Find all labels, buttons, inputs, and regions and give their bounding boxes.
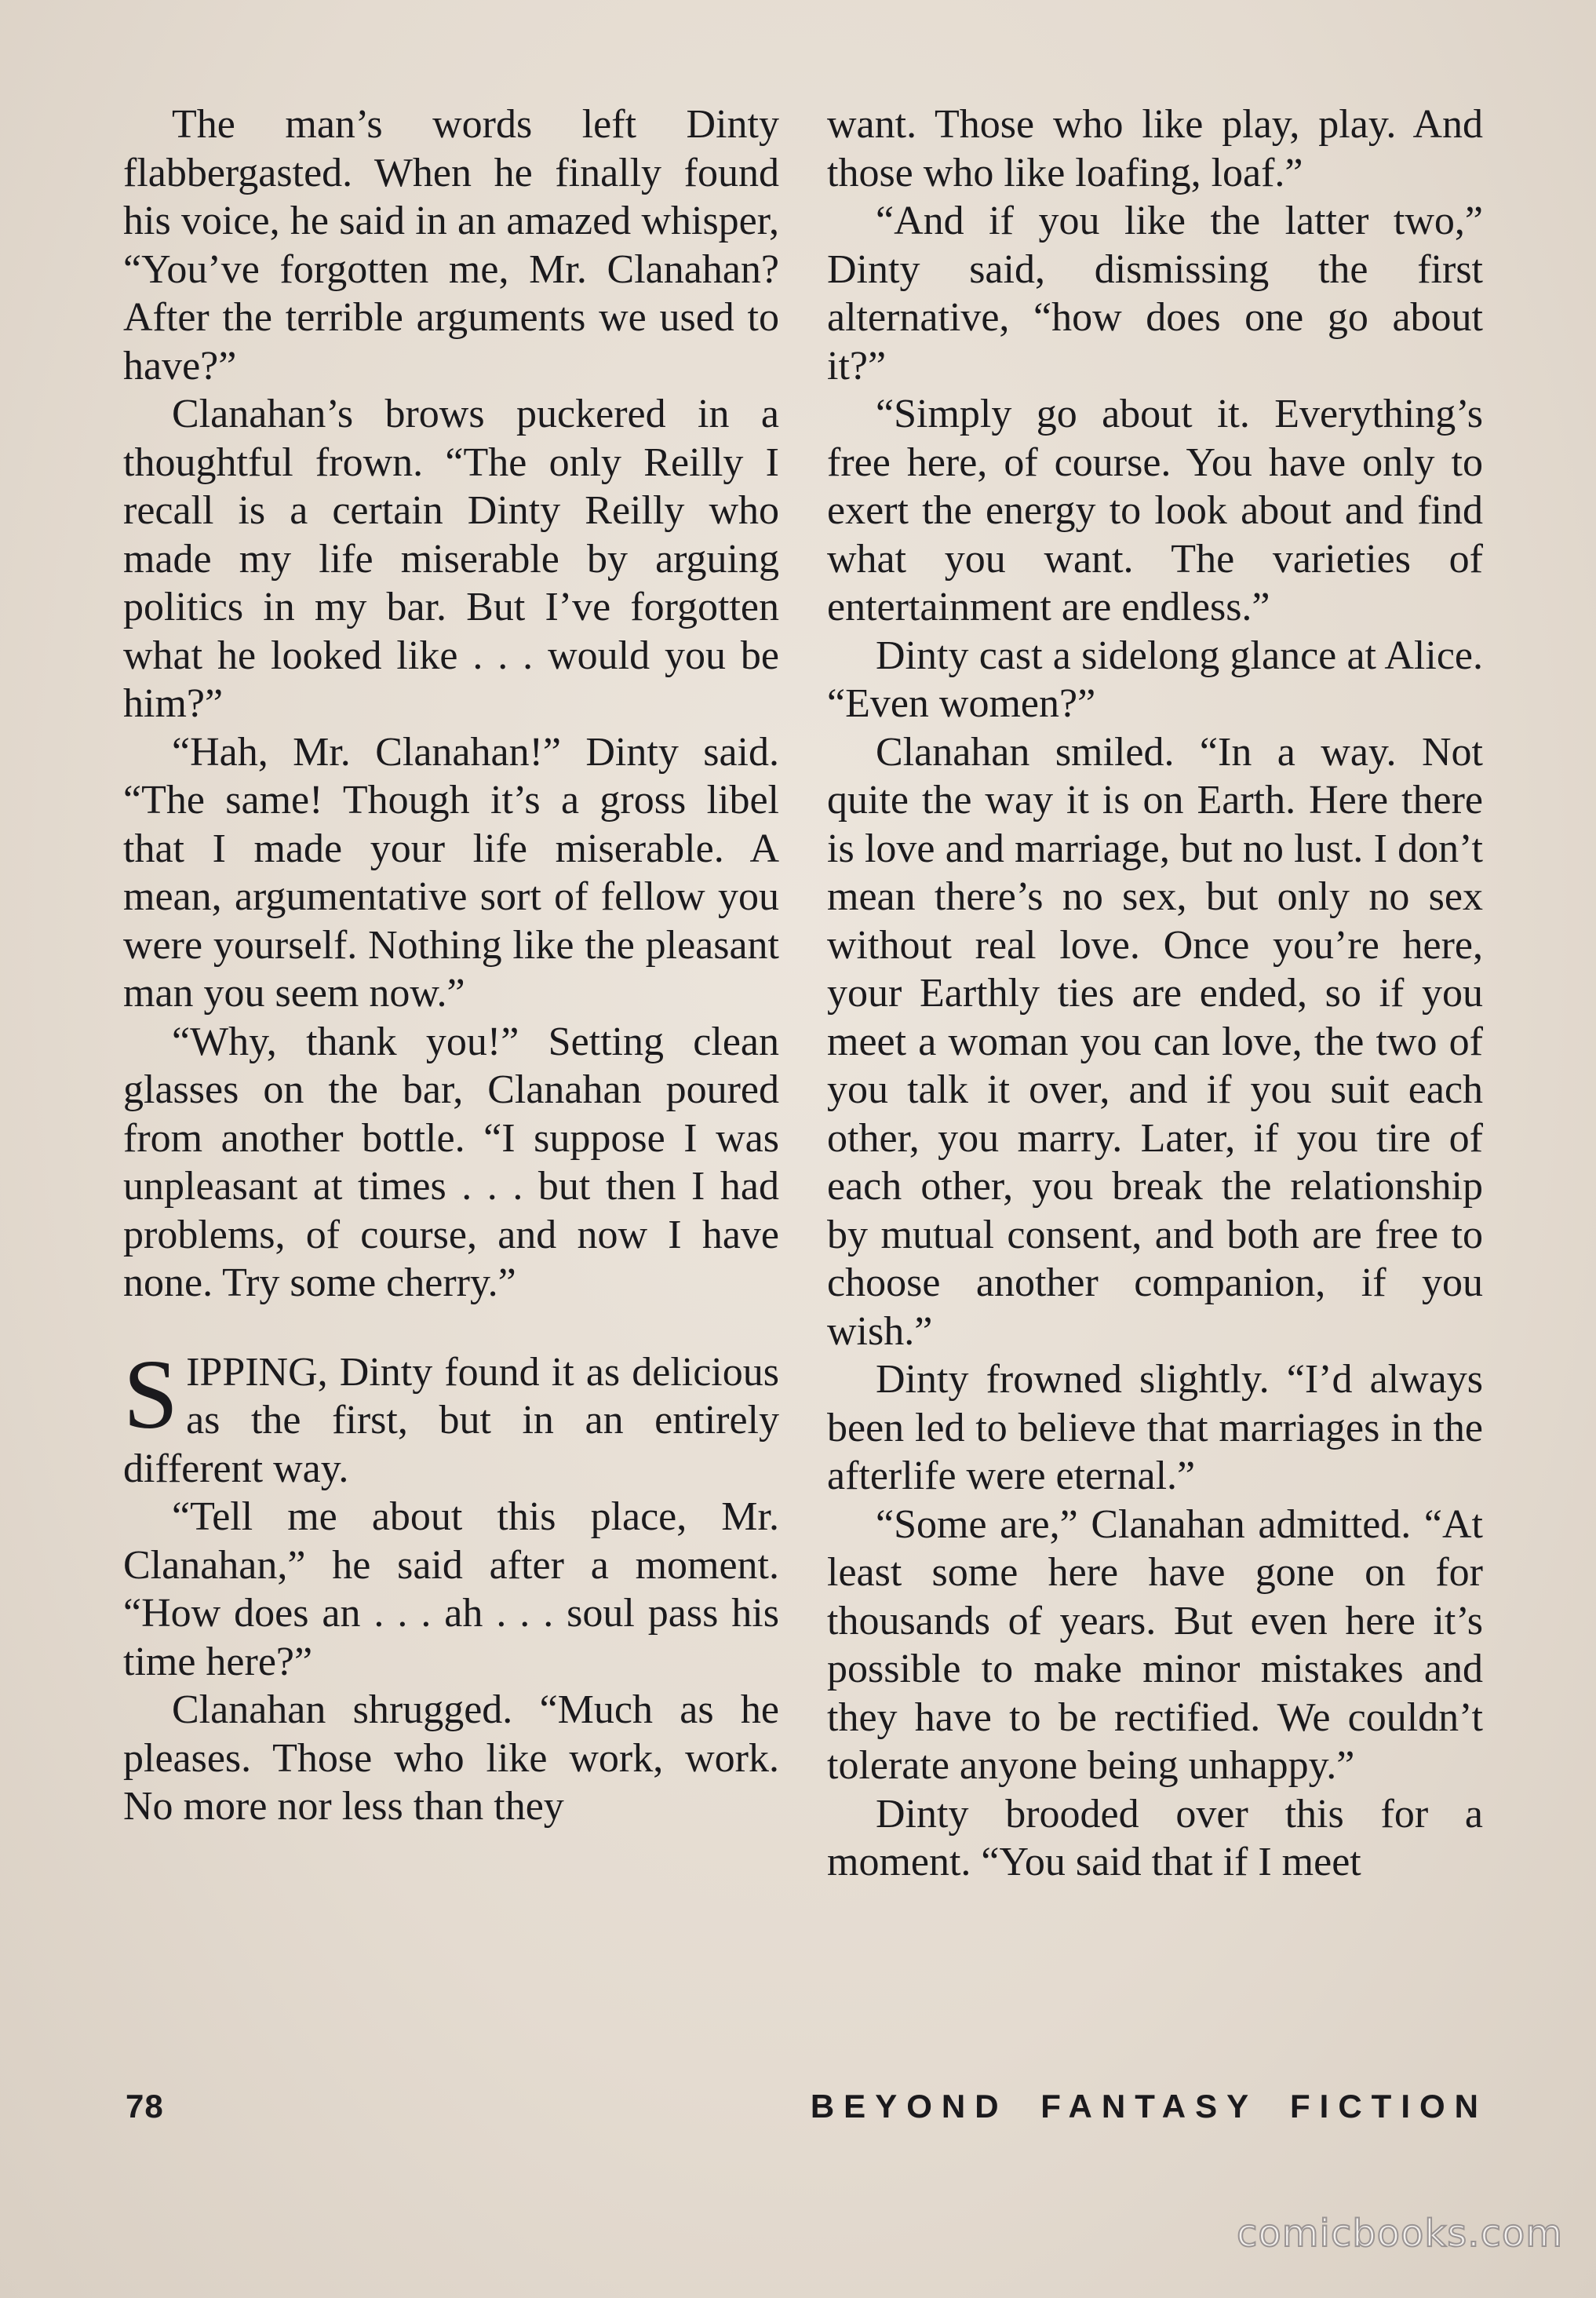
paragraph: “And if you like the latter two,” Dinty said, dismissing the first alternative, “how does one go about it?”	[827, 199, 1483, 388]
paragraph: Clanahan smiled. “In a way. Not quite the way it is on Earth. Here there is love and marriage, but no lust. I don’t mean there’s no sex, but only no sex without real love. Once you’re here, your Earthly ties are ended, so if you meet a woman you can love, the two of you talk it over, and if you suit each other, you marry. Later, if you tire of each other, you break the relationship by mutual consent, and both are free to choose another companion, if you wish.”	[827, 729, 1483, 1354]
continued-paragraph: want. Those who like play, play. And those who like loafing, loaf.”	[827, 102, 1483, 195]
paragraph: “Simply go about it. Everything’s free here, of course. You have only to exert the energy to look about and find what you want. The varieties of entertainment are endless.”	[827, 392, 1483, 629]
paragraph: Dinty frowned slightly. “I’d always been led to believe that marriages in the afterlife were eternal.”	[827, 1357, 1483, 1498]
paragraph: Dinty cast a sidelong glance at Alice. “Even women?”	[827, 633, 1483, 726]
right-column	[827, 100, 1483, 1887]
section-opening-paragraph	[123, 1340, 779, 1494]
section-opening-text: IPPING, Dinty found it as delicious as the first, but in an entirely different way.	[123, 1349, 779, 1491]
page-number: 78	[126, 2088, 164, 2125]
site-watermark: comicbooks.com	[1236, 2212, 1563, 2256]
running-footer-title: BEYOND FANTASY FICTION	[810, 2088, 1488, 2125]
drop-cap: S	[123, 1340, 179, 1450]
paragraph: Clanahan shrugged. “Much as he pleases. Those who like work, work. No more nor less than they	[123, 1687, 779, 1829]
paragraph: The man’s words left Dinty flabbergasted. When he finally found his voice, he said in an amazed whisper, “You’ve forgotten me, Mr. Clanahan? After the terrible arguments we used to have?”	[123, 102, 779, 388]
paragraph: “Some are,” Clanahan admitted. “At least some here have gone on for thousands of years. But even here it’s possible to make minor mistakes and they have to be rectified. We couldn’t tolerate anyone being unhappy.”	[827, 1501, 1483, 1788]
paragraph: “Hah, Mr. Clanahan!” Dinty said. “The same! Though it’s a gross libel that I made your life miserable. A mean, argumentative sort of fellow you were yourself. Nothing like the pleasant man you seem now.”	[123, 729, 779, 1016]
paragraph: Clanahan’s brows puckered in a thoughtful frown. “The only Reilly I recall is a certain Dinty Reilly who made my life miserable by arguing politics in my bar. But I’ve forgotten what he looked like . . . would you be him?”	[123, 392, 779, 726]
paragraph: “Why, thank you!” Setting clean glasses on the bar, Clanahan poured from another bottle. “I suppose I was unpleasant at times . . . but then I had problems, of course, and now I have none. Try some cherry.”	[123, 1019, 779, 1305]
paragraph: “Tell me about this place, Mr. Clanahan,” he said after a moment. “How does an . . . ah . . . soul pass his time here?”	[123, 1494, 779, 1684]
paragraph: Dinty brooded over this for a moment. “You said that if I meet	[827, 1791, 1483, 1884]
left-column	[123, 100, 779, 1831]
